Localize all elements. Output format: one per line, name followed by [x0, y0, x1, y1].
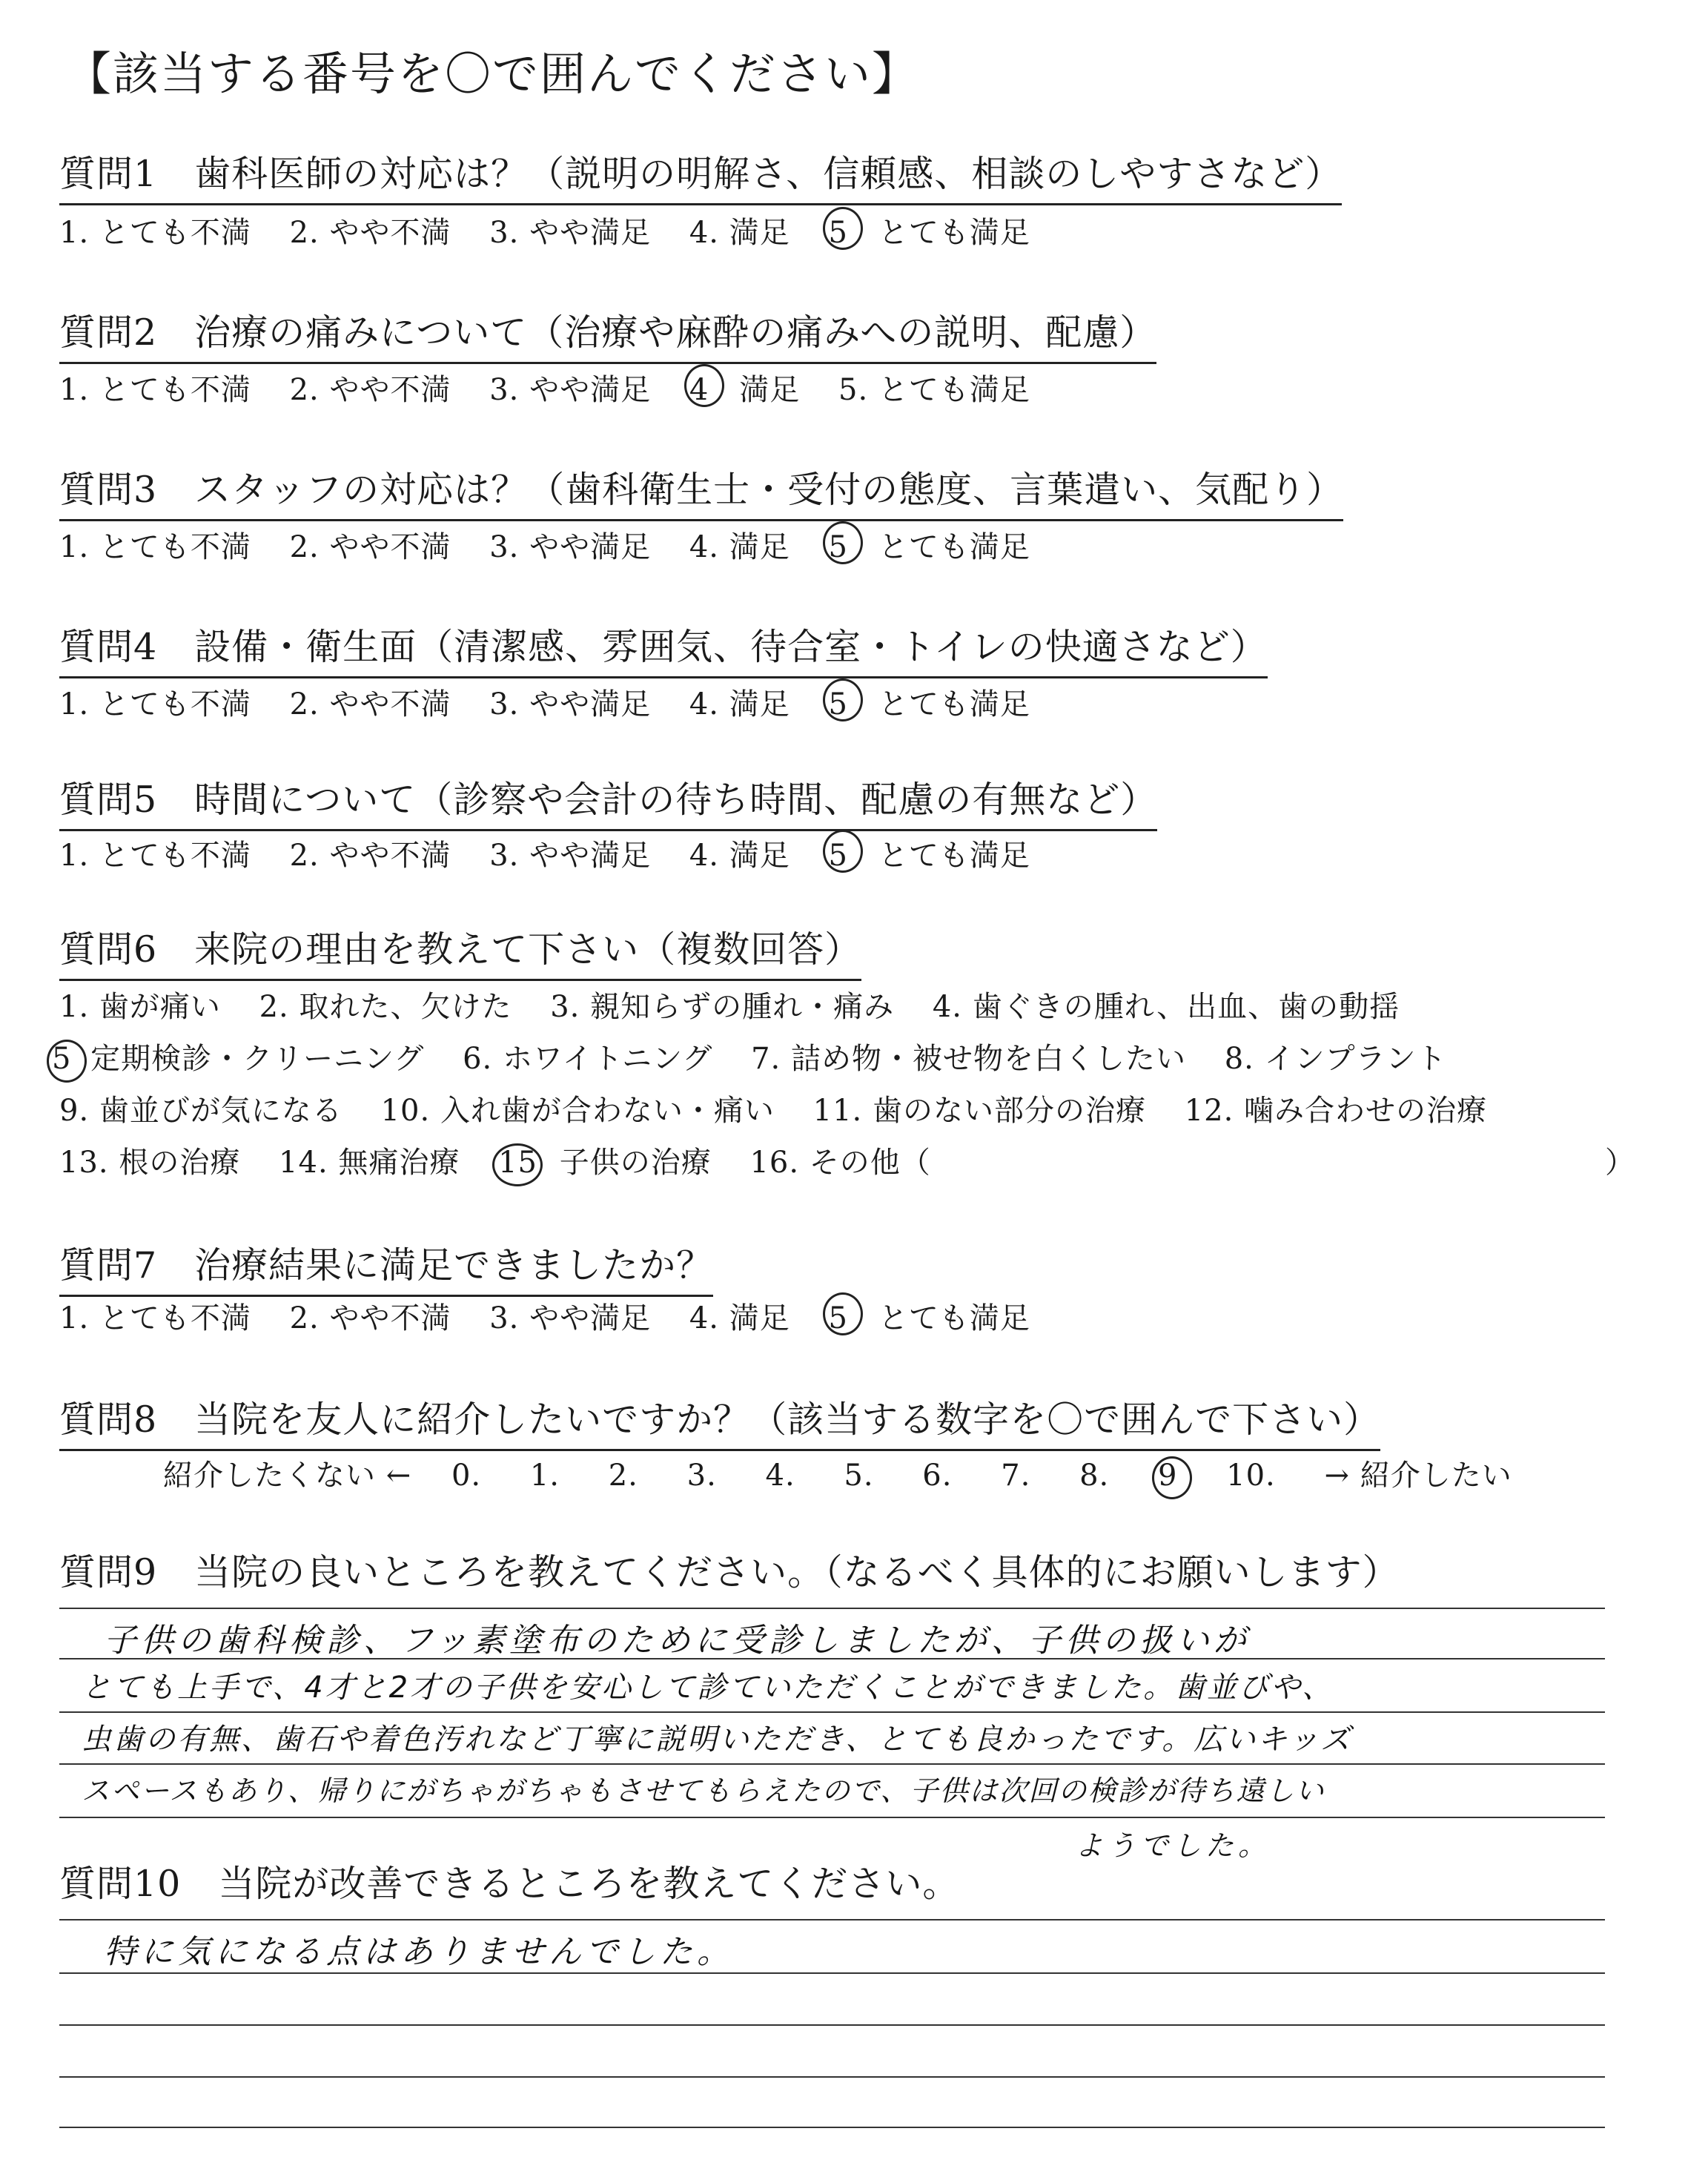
q9-handwritten-line-1: 子供の歯科検診、フッ素塗布のために受診しましたが、子供の扱いが — [104, 1622, 1251, 1659]
answer-line — [59, 1763, 1605, 1765]
page-header: 【該当する番号を〇で囲んでください】 — [65, 47, 920, 101]
q6-option-13[interactable]: 13. 根の治療 — [59, 1146, 241, 1180]
answer-line — [59, 1972, 1605, 1974]
q6-row-4 — [59, 1139, 959, 1181]
q1-option-5-circled[interactable]: 5 とても満足 — [828, 209, 1030, 251]
question-2-title: 質問2 治療の痛みについて（治療や麻酔の痛みへの説明、配慮） — [59, 304, 1156, 364]
q5-option-4[interactable]: 4. 満足 — [689, 839, 790, 873]
q6-row-1 — [59, 983, 1428, 1025]
question-4-options — [59, 681, 1059, 723]
q6-option-8[interactable]: 8. インプラント — [1224, 1042, 1447, 1076]
q10-handwritten-line-1: 特に気になる点はありませんでした。 — [104, 1933, 734, 1971]
q5-option-1[interactable]: 1. とても不満 — [59, 839, 251, 873]
q6-option-2[interactable]: 2. 取れた、欠けた — [259, 990, 512, 1024]
q7-option-3[interactable]: 3. やや満足 — [489, 1301, 652, 1335]
question-2-options — [59, 366, 1059, 409]
q6-option-16[interactable]: 16. その他（ — [749, 1146, 931, 1180]
q1-option-4[interactable]: 4. 満足 — [689, 216, 790, 250]
q3-option-4[interactable]: 4. 満足 — [689, 530, 790, 564]
q2-option-3[interactable]: 3. やや満足 — [489, 373, 652, 407]
q6-row-2 — [52, 1035, 1475, 1077]
question-10-title: 質問10 当院が改善できるところを教えてください。 — [59, 1863, 960, 1905]
q8-point-6[interactable]: 6. — [922, 1459, 953, 1493]
answer-line — [59, 2127, 1605, 2128]
question-3-title: 質問3 スタッフの対応は？（歯科衛生士・受付の態度、言葉遣い、気配り） — [59, 461, 1343, 521]
answer-line — [59, 2076, 1605, 2078]
q8-left-label: 紹介したくない ← — [163, 1459, 412, 1493]
q7-option-1[interactable]: 1. とても不満 — [59, 1301, 251, 1335]
q8-right-label: → 紹介したい — [1324, 1459, 1512, 1493]
q3-option-5-circled[interactable]: 5 とても満足 — [828, 524, 1030, 566]
question-1-options — [59, 209, 1059, 251]
q4-option-3[interactable]: 3. やや満足 — [489, 687, 652, 721]
q2-option-4-circled[interactable]: 4 満足 — [689, 366, 800, 409]
q2-option-2[interactable]: 2. やや不満 — [289, 373, 451, 407]
q8-point-3[interactable]: 3. — [686, 1459, 717, 1493]
q8-point-8[interactable]: 8. — [1079, 1459, 1110, 1493]
q8-point-5[interactable]: 5. — [844, 1459, 874, 1493]
q5-option-5-circled[interactable]: 5 とても満足 — [828, 832, 1030, 874]
q9-handwritten-line-3: 虫歯の有無、歯石や着色汚れなど丁寧に説明いただき、とても良かったです。広いキッズ — [82, 1723, 1353, 1757]
q6-option-4[interactable]: 4. 歯ぐきの腫れ、出血、歯の動揺 — [932, 990, 1400, 1024]
q2-option-1[interactable]: 1. とても不満 — [59, 373, 251, 407]
q6-option-5-circled[interactable]: 5 — [52, 1042, 72, 1076]
q6-option-7[interactable]: 7. 詰め物・被せ物を白くしたい — [751, 1042, 1186, 1076]
q3-option-2[interactable]: 2. やや不満 — [289, 530, 451, 564]
q3-option-3[interactable]: 3. やや満足 — [489, 530, 652, 564]
q8-point-10[interactable]: 10. — [1226, 1459, 1276, 1493]
q6-option-15-circled[interactable]: 15 — [498, 1146, 537, 1180]
q9-handwritten-line-2: とても上手で、4才と2才の子供を安心して診ていただくことができました。歯並びや、 — [82, 1671, 1334, 1705]
q6-option-14[interactable]: 14. 無痛治療 — [279, 1146, 460, 1180]
q8-point-9-circled[interactable]: 9 — [1157, 1459, 1178, 1493]
question-9-title: 質問9 当院の良いところを教えてください。（なるべく具体的にお願いします） — [59, 1551, 1400, 1593]
q7-option-2[interactable]: 2. やや不満 — [289, 1301, 451, 1335]
q4-option-4[interactable]: 4. 満足 — [689, 687, 790, 721]
q1-option-3[interactable]: 3. やや満足 — [489, 216, 652, 250]
q1-option-1[interactable]: 1. とても不満 — [59, 216, 251, 250]
question-7-title: 質問7 治療結果に満足できましたか？ — [59, 1237, 713, 1297]
q6-option-15-label: 子供の治療 — [559, 1146, 712, 1180]
q6-option-5-label: 定期検診・クリーニング — [90, 1042, 425, 1076]
question-4-title: 質問4 設備・衛生面（清潔感、雰囲気、待合室・トイレの快適さなど） — [59, 618, 1268, 678]
q6-option-9[interactable]: 9. 歯並びが気になる — [59, 1094, 342, 1128]
question-1-title: 質問1 歯科医師の対応は？（説明の明解さ、信頼感、相談のしやすさなど） — [59, 145, 1342, 205]
q5-option-2[interactable]: 2. やや不満 — [289, 839, 451, 873]
q8-scale — [163, 1452, 1512, 1494]
q6-option-6[interactable]: 6. ホワイトニング — [463, 1042, 713, 1076]
q7-option-5-circled[interactable]: 5 とても満足 — [828, 1295, 1030, 1337]
answer-line — [59, 2024, 1605, 2026]
answer-line — [59, 1919, 1605, 1920]
q4-option-5-circled[interactable]: 5 とても満足 — [828, 681, 1030, 723]
q6-option-12[interactable]: 12. 噛み合わせの治療 — [1184, 1094, 1488, 1128]
question-3-options — [59, 524, 1059, 566]
answer-line — [59, 1711, 1605, 1713]
q6-other-close-paren: ） — [1605, 1146, 1635, 1180]
q3-option-1[interactable]: 1. とても不満 — [59, 530, 251, 564]
q6-option-10[interactable]: 10. 入れ歯が合わない・痛い — [380, 1094, 775, 1128]
q6-option-11[interactable]: 11. 歯のない部分の治療 — [812, 1094, 1146, 1128]
q7-option-4[interactable]: 4. 満足 — [689, 1301, 790, 1335]
answer-line — [59, 1817, 1605, 1818]
q9-handwritten-line-4: スペースもあり、帰りにがちゃがちゃもさせてもらえたので、子供は次回の検診が待ち遠しい — [82, 1774, 1325, 1807]
q8-point-2[interactable]: 2. — [608, 1459, 638, 1493]
question-6-title: 質問6 来院の理由を教えて下さい（複数回答） — [59, 921, 861, 981]
q6-row-3 — [59, 1087, 1515, 1129]
q4-option-1[interactable]: 1. とても不満 — [59, 687, 251, 721]
q4-option-2[interactable]: 2. やや不満 — [289, 687, 451, 721]
question-7-options — [59, 1295, 1059, 1337]
q8-point-7[interactable]: 7. — [1001, 1459, 1031, 1493]
q1-option-2[interactable]: 2. やや不満 — [289, 216, 451, 250]
q6-option-3[interactable]: 3. 親知らずの腫れ・痛み — [550, 990, 895, 1024]
question-8-title: 質問8 当院を友人に紹介したいですか？（該当する数字を〇で囲んで下さい） — [59, 1391, 1380, 1451]
q8-point-0[interactable]: 0. — [451, 1459, 482, 1493]
q2-option-5[interactable]: 5. とても満足 — [838, 373, 1030, 407]
answer-line — [59, 1608, 1605, 1609]
question-5-title: 質問5 時間について（診察や会計の待ち時間、配慮の有無など） — [59, 771, 1157, 831]
q5-option-3[interactable]: 3. やや満足 — [489, 839, 652, 873]
question-5-options — [59, 832, 1059, 874]
q8-point-1[interactable]: 1. — [529, 1459, 560, 1493]
q6-option-1[interactable]: 1. 歯が痛い — [59, 990, 221, 1024]
q9-handwritten-line-5: ようでした。 — [1075, 1829, 1271, 1862]
q8-point-4[interactable]: 4. — [765, 1459, 795, 1493]
